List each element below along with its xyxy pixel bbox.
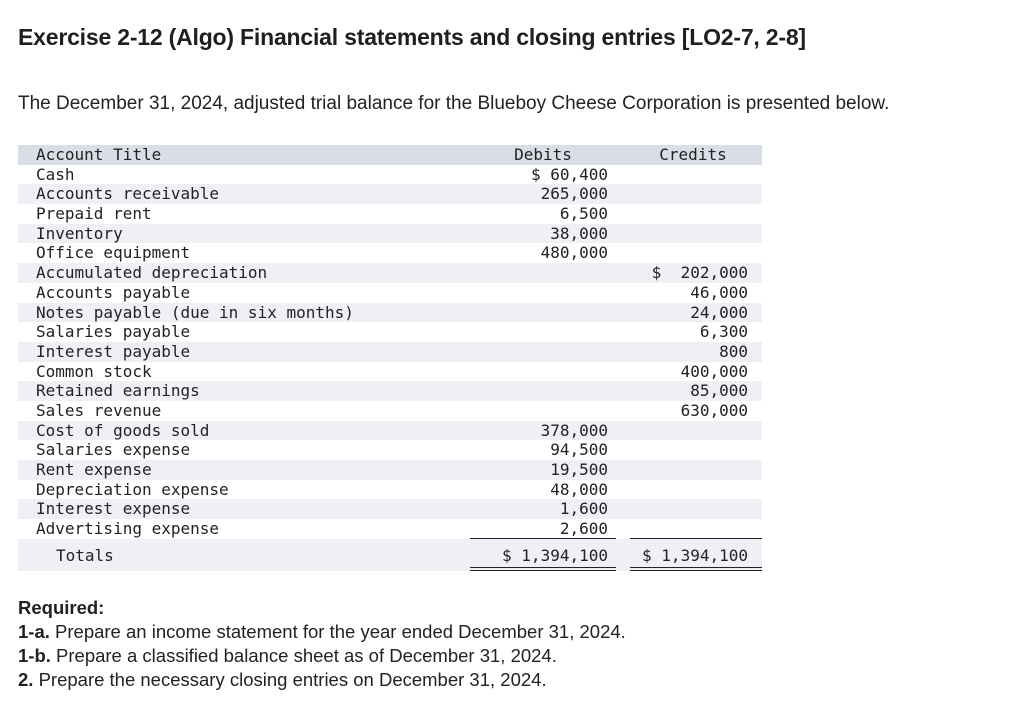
account-title-cell: Office equipment — [36, 243, 191, 263]
table-row — [18, 243, 762, 263]
table-row — [18, 224, 762, 244]
table-row — [18, 204, 762, 224]
required-item-text: Prepare a classified balance sheet as of December 31, 2024. — [56, 645, 557, 666]
header-debits: Debits — [514, 145, 572, 164]
account-title-cell: Cost of goods sold — [36, 420, 210, 440]
table-row — [18, 401, 762, 421]
table-row — [18, 480, 762, 500]
account-title-cell: Inventory — [36, 223, 123, 243]
credit-cell: 400,000 — [680, 361, 748, 381]
required-heading: Required: — [18, 597, 105, 618]
account-title-cell: Accounts payable — [36, 282, 191, 302]
table-row — [18, 421, 762, 441]
account-title-cell: Salaries expense — [36, 440, 191, 460]
table-row — [18, 184, 762, 204]
required-item — [18, 644, 626, 668]
exercise-title: Exercise 2-12 (Algo) Financial statements and closing entries [LO2-7, 2-8] — [18, 24, 806, 50]
table-row — [18, 263, 762, 283]
required-item-text: Prepare the necessary closing entries on December 31, 2024. — [38, 669, 547, 690]
table-header-row — [18, 145, 762, 165]
required-item-number: 1-b. — [18, 645, 51, 666]
credit-cell: 24,000 — [690, 302, 748, 322]
table-row — [18, 362, 762, 382]
debit-cell: 480,000 — [540, 243, 608, 263]
debit-cell: 1,600 — [559, 499, 608, 519]
totals-row — [18, 539, 762, 571]
totals-debit: $ 1,394,100 — [502, 545, 608, 565]
account-title-cell: Cash — [36, 164, 75, 184]
table-row — [18, 460, 762, 480]
required-item-text: Prepare an income statement for the year ended December 31, 2024. — [55, 621, 626, 642]
required-section — [18, 596, 626, 692]
credit-cell: 46,000 — [690, 282, 748, 302]
debit-cell: 48,000 — [550, 479, 608, 499]
debit-cell: 378,000 — [540, 420, 608, 440]
table-row — [18, 165, 762, 185]
trial-balance-table — [18, 145, 762, 571]
account-title-cell: Interest payable — [36, 341, 191, 361]
header-account-title: Account Title — [36, 145, 162, 164]
debit-sum-line — [470, 538, 616, 539]
account-title-cell: Retained earnings — [36, 381, 200, 401]
credit-cell: 630,000 — [680, 400, 748, 420]
table-row — [18, 342, 762, 362]
credit-cell: $ 202,000 — [651, 263, 748, 283]
table-row — [18, 519, 762, 539]
table-row — [18, 499, 762, 519]
table-row — [18, 322, 762, 342]
account-title-cell: Accounts receivable — [36, 184, 220, 204]
account-title-cell: Accumulated depreciation — [36, 263, 268, 283]
header-credits: Credits — [659, 145, 727, 164]
debit-cell: 265,000 — [540, 184, 608, 204]
debit-double-underline — [470, 567, 616, 571]
account-title-cell: Advertising expense — [36, 519, 220, 539]
totals-label: Totals — [56, 545, 114, 565]
credit-cell: 85,000 — [690, 381, 748, 401]
table-row — [18, 303, 762, 323]
table-body — [18, 165, 762, 539]
credit-cell: 800 — [719, 341, 748, 361]
debit-cell: $ 60,400 — [530, 164, 608, 184]
required-item-number: 2. — [18, 669, 34, 690]
table-row — [18, 283, 762, 303]
credit-cell: 6,300 — [699, 322, 748, 342]
required-item-number: 1-a. — [18, 621, 50, 642]
debit-cell: 38,000 — [550, 223, 608, 243]
debit-cell: 6,500 — [559, 204, 608, 224]
account-title-cell: Notes payable (due in six months) — [36, 302, 354, 322]
debit-cell: 2,600 — [559, 519, 608, 539]
debit-cell: 94,500 — [550, 440, 608, 460]
account-title-cell: Common stock — [36, 361, 152, 381]
table-row — [18, 381, 762, 401]
exercise-intro: The December 31, 2024, adjusted trial balance for the Blueboy Cheese Corporation is presented below. — [18, 93, 890, 114]
account-title-cell: Sales revenue — [36, 400, 162, 420]
table-row — [18, 440, 762, 460]
account-title-cell: Interest expense — [36, 499, 191, 519]
account-title-cell: Depreciation expense — [36, 479, 229, 499]
required-item — [18, 668, 626, 692]
debit-cell: 19,500 — [550, 460, 608, 479]
account-title-cell: Prepaid rent — [36, 204, 152, 224]
credit-double-underline — [630, 567, 762, 571]
account-title-cell: Rent expense — [36, 460, 152, 479]
totals-credit: $ 1,394,100 — [642, 545, 748, 565]
account-title-cell: Salaries payable — [36, 322, 191, 342]
required-item — [18, 620, 626, 644]
credit-sum-line — [630, 538, 762, 539]
